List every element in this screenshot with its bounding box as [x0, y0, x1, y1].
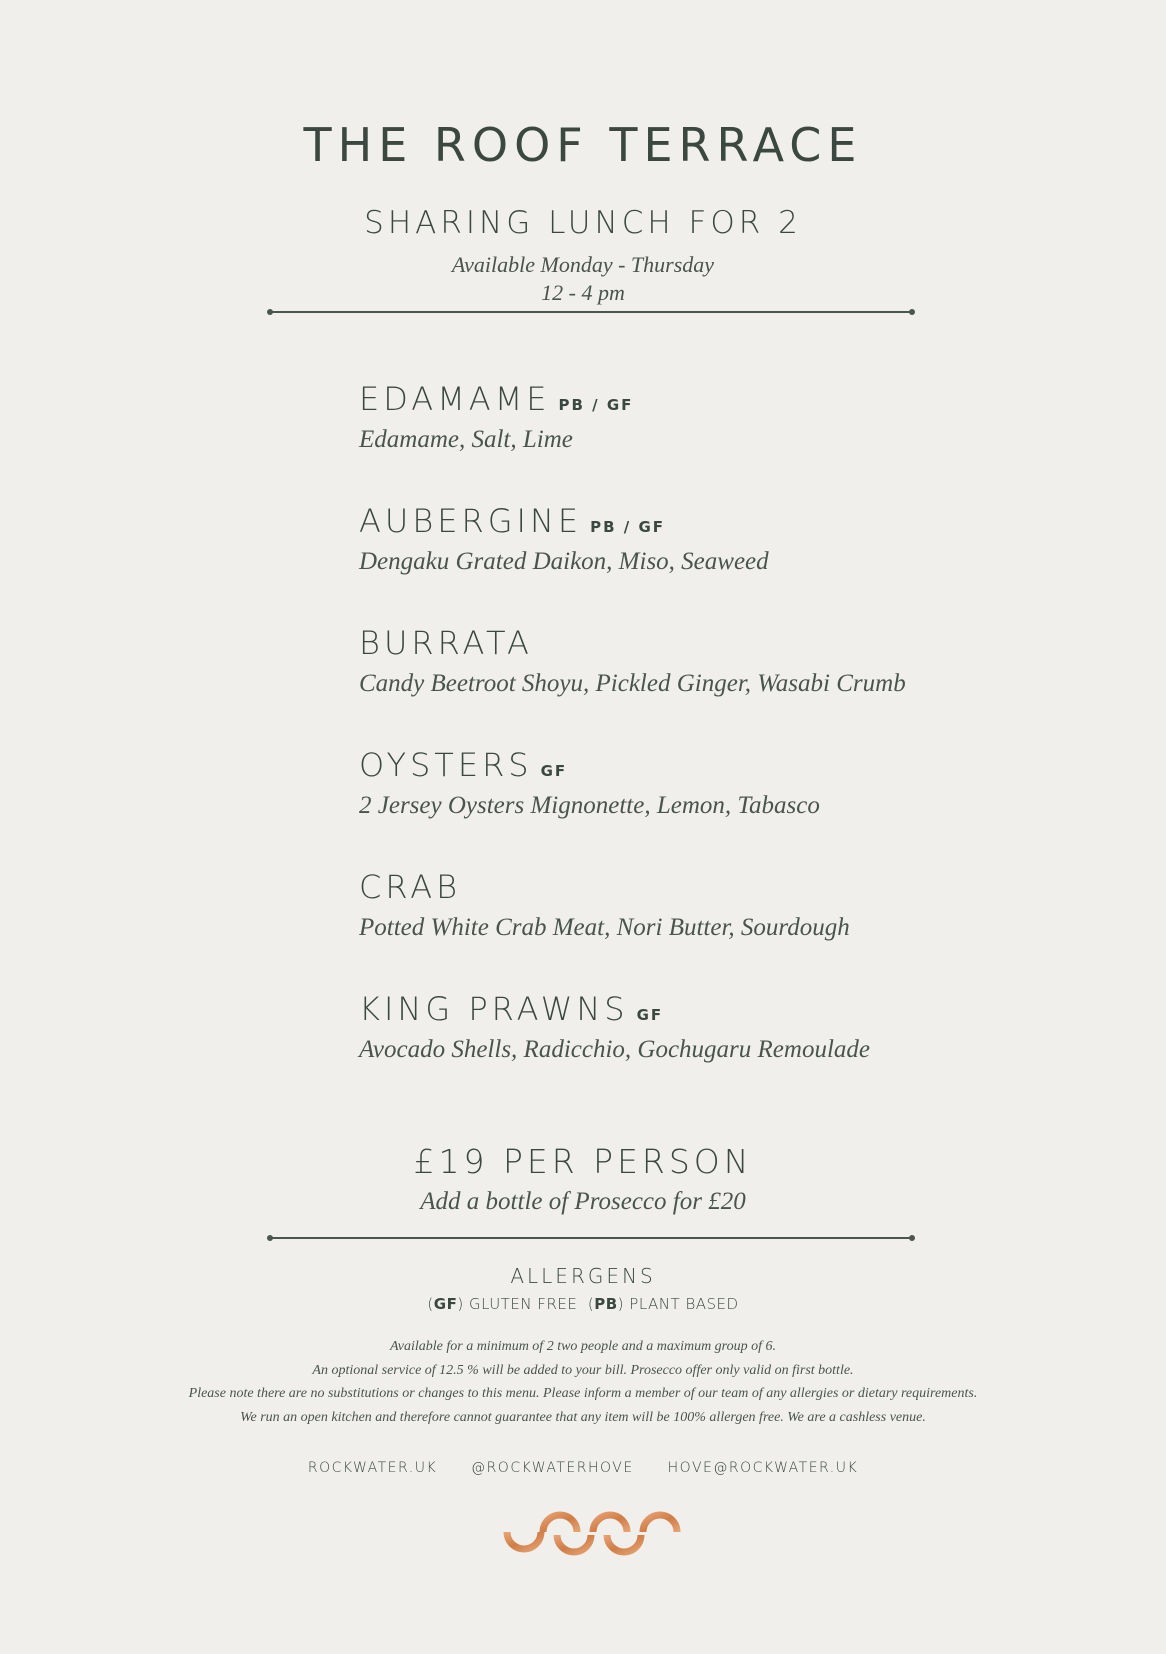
website-link[interactable]: ROCKWATER.UK: [307, 1460, 438, 1476]
note-line: Available for a minimum of 2 two people and a maximum group of 6.: [389, 1339, 776, 1354]
item-description: 2 Jersey Oysters Mignonette, Lemon, Tabasco: [359, 792, 820, 819]
prosecco-offer: Add a bottle of Prosecco for £20: [420, 1188, 746, 1215]
contact-info: [0, 1460, 1166, 1476]
gf-label: GLUTEN FREE: [468, 1295, 578, 1313]
availability-days: Available Monday - Thursday: [451, 252, 715, 277]
note-line: We run an open kitchen and therefore cannot guarantee that any item will be 100% allergen free. We are a cashless venue.: [240, 1409, 926, 1425]
pb-label: PLANT BASED: [629, 1295, 739, 1313]
menu-title: SHARING LUNCH FOR 2: [364, 205, 802, 241]
gf-code: GF: [433, 1295, 458, 1313]
terms-notes: [0, 1335, 1166, 1429]
availability-hours: 12 - 4 pm: [541, 280, 625, 305]
menu-item-aubergine: [359, 502, 979, 578]
menu-item-burrata: [359, 624, 979, 700]
item-description: Potted White Crab Meat, Nori Butter, Sourdough: [359, 914, 850, 941]
item-name: EDAMAME: [359, 380, 551, 418]
note-line: Please note there are no substitutions or changes to this menu. Please inform a member of our team of any allergies or dietary requirements.: [188, 1386, 978, 1401]
pb-code: PB: [594, 1295, 618, 1313]
allergens-legend: (GF) GLUTEN FREE (PB) PLANT BASED: [427, 1295, 739, 1313]
divider-top: [270, 311, 912, 313]
item-dietary-tags: GF: [636, 1006, 664, 1024]
item-name: KING PRAWNS: [359, 990, 629, 1028]
item-name: OYSTERS: [359, 746, 533, 784]
item-name: AUBERGINE: [359, 502, 583, 540]
item-description: Candy Beetroot Shoyu, Pickled Ginger, Wasabi Crumb: [359, 670, 906, 697]
item-dietary-tags: PB / GF: [590, 518, 666, 536]
menu-item-edamame: [359, 380, 979, 456]
social-handle[interactable]: @ROCKWATERHOVE: [471, 1460, 634, 1476]
item-name: BURRATA: [359, 624, 533, 662]
item-description: Dengaku Grated Daikon, Miso, Seaweed: [359, 548, 769, 575]
item-name: CRAB: [359, 868, 462, 906]
divider-bottom: [270, 1237, 912, 1239]
item-dietary-tags: GF: [540, 762, 568, 780]
wave-logo-icon: [500, 1508, 685, 1558]
item-description: Avocado Shells, Radicchio, Gochugaru Remoulade: [359, 1036, 870, 1063]
menu-item-king-prawns: [359, 990, 979, 1066]
item-dietary-tags: PB / GF: [558, 396, 634, 414]
email-link[interactable]: HOVE@ROCKWATER.UK: [667, 1460, 859, 1476]
allergens-heading: ALLERGENS: [510, 1264, 656, 1288]
item-description: Edamame, Salt, Lime: [359, 426, 573, 453]
note-line: An optional service of 12.5 % will be added to your bill. Prosecco offer only valid on first bottle.: [312, 1362, 854, 1378]
menu-item-crab: [359, 868, 979, 944]
menu-item-oysters: [359, 746, 979, 822]
venue-title: THE ROOF TERRACE: [303, 118, 863, 172]
price-per-person: £19 PER PERSON: [413, 1142, 753, 1181]
